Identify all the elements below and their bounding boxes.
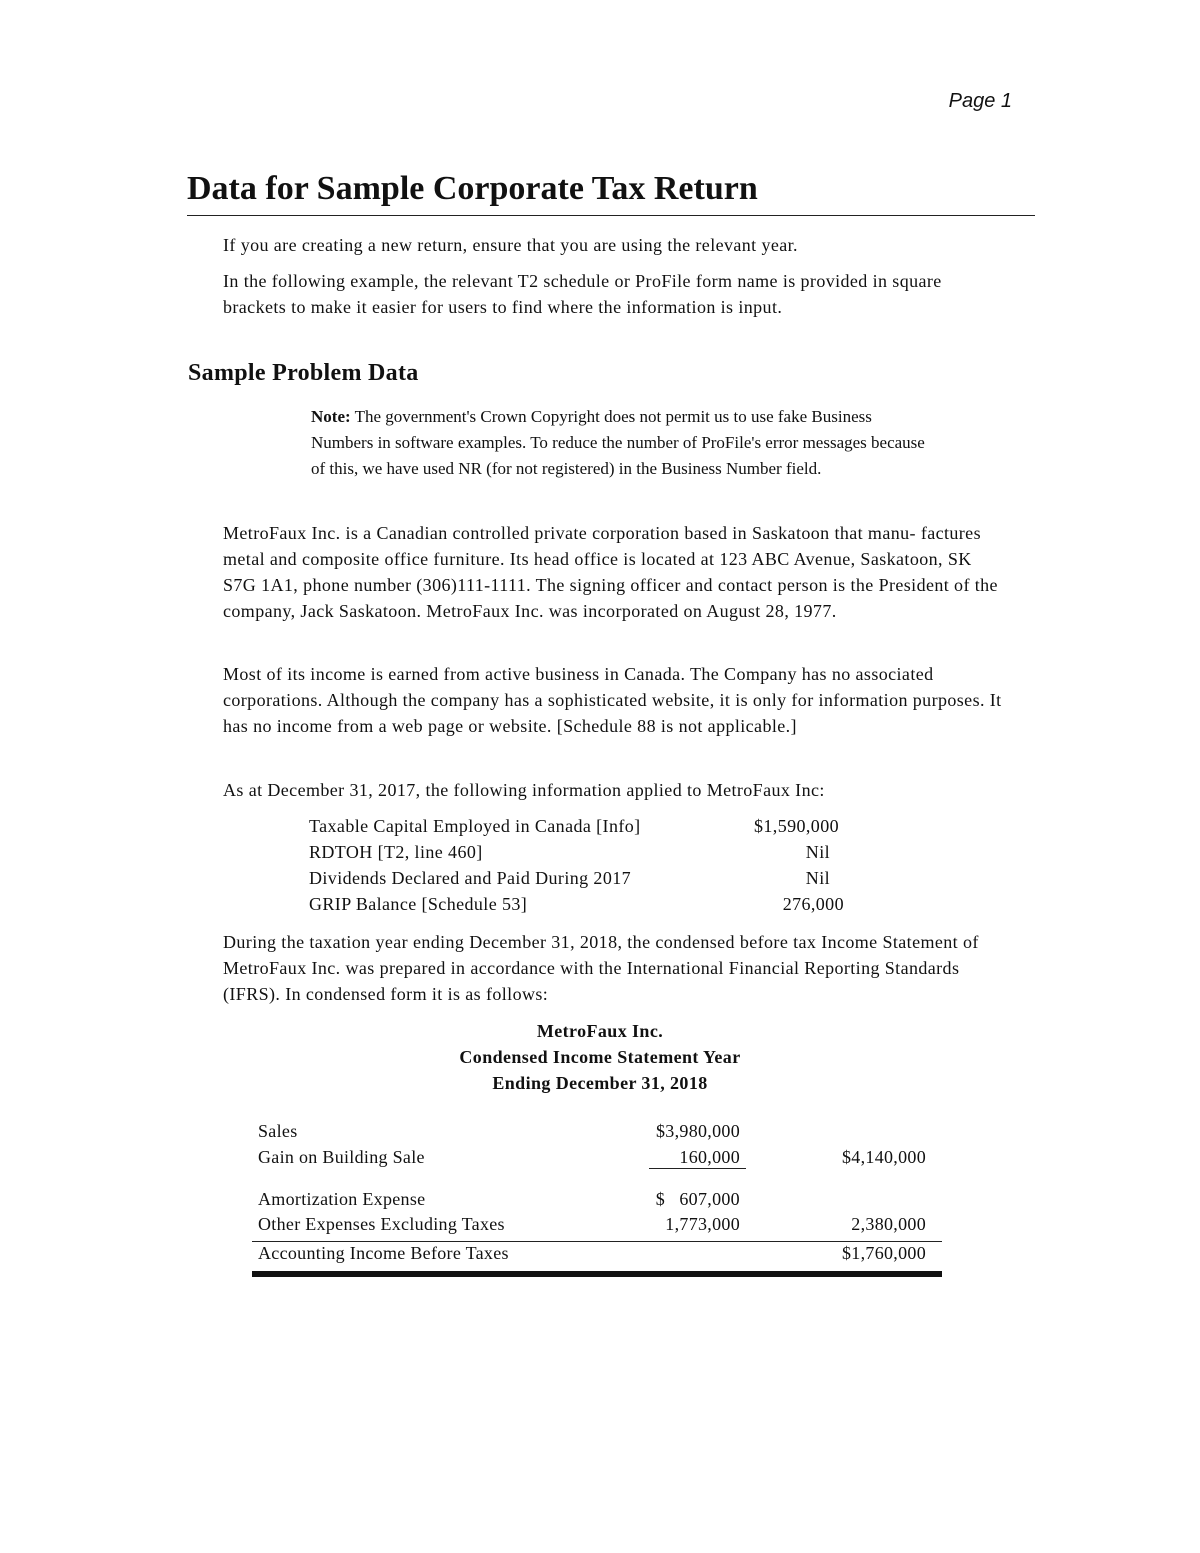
row-label: Amortization Expense [258, 1189, 426, 1209]
row-amount: 1,773,000 [665, 1214, 740, 1234]
row-total: 2,380,000 [851, 1214, 926, 1234]
row-label: Sales [258, 1121, 298, 1141]
info-row [309, 839, 839, 865]
info-intro-paragraph: As at December 31, 2017, the following information applied to MetroFaux Inc: [223, 780, 825, 800]
subtotal-rule [252, 1241, 942, 1242]
statement-period: Ending December 31, 2018 [492, 1073, 708, 1093]
page-number: Page 1 [948, 90, 1012, 112]
info-label: RDTOH [T2, line 460] [309, 842, 483, 862]
info-label: Dividends Declared and Paid During 2017 [309, 868, 632, 888]
info-value: Nil [805, 868, 830, 888]
table-row [252, 1121, 942, 1147]
row-label: Gain on Building Sale [258, 1147, 425, 1167]
info-value: 276,000 [782, 894, 844, 914]
income-statement-intro-paragraph: During the taxation year ending December 31, 2018, the condensed before tax Income Statement of MetroFaux Inc. was prepared in accordance with the International Financial Reporting Standards (IFRS). In condensed form it is as follows: [223, 932, 979, 1004]
table-row [252, 1189, 942, 1215]
total-rule [252, 1271, 942, 1277]
info-label: Taxable Capital Employed in Canada [Info] [309, 816, 641, 836]
info-table [309, 813, 844, 917]
note-text: The government's Crown Copyright does not permit us to use fake Business Numbers in software examples. To reduce the number of ProFile's error messages because of this, we have used NR (for not registered) in the Business Number field. [311, 407, 925, 478]
info-label: GRIP Balance [Schedule 53] [309, 894, 528, 914]
title-divider [187, 215, 1035, 216]
table-row [252, 1243, 942, 1269]
info-row [309, 813, 839, 839]
table-row [252, 1214, 942, 1240]
income-paragraph: Most of its income is earned from active business in Canada. The Company has no associated corporations. Although the company has a sophisticated website, it is only for information purposes. It has no income from a web page or website. [Schedule 88 is not applicable.] [223, 664, 1002, 736]
table-row [252, 1147, 942, 1173]
statement-heading [350, 1018, 850, 1096]
info-row [309, 891, 844, 917]
row-total: $1,760,000 [842, 1243, 926, 1263]
row-label: Other Expenses Excluding Taxes [258, 1214, 505, 1234]
intro-paragraph-2: In the following example, the relevant T2 schedule or ProFile form name is provided in square brackets to make it easier for users to find where the information is input. [223, 271, 942, 317]
note-label: Note: [311, 407, 351, 426]
document-title: Data for Sample Corporate Tax Return [187, 170, 758, 207]
row-amount: $ 607,000 [655, 1189, 740, 1209]
info-value: $1,590,000 [754, 816, 839, 836]
statement-title: Condensed Income Statement Year [459, 1047, 741, 1067]
statement-company: MetroFaux Inc. [536, 1021, 664, 1041]
note-box [311, 404, 931, 482]
info-row [309, 865, 839, 891]
company-description-paragraph: MetroFaux Inc. is a Canadian controlled private corporation based in Saskatoon that manu- factures metal and composite office furniture. Its head office is located at 123 ABC Avenue, Saskatoon, SK S7G 1A1, phone number (306)111-1111. The signing officer and contact person is the President of the company, Jack Saskatoon. MetroFaux Inc. was incorporated on August 28, 1977. [223, 523, 998, 621]
row-amount: $3,980,000 [656, 1121, 740, 1141]
info-value: Nil [805, 842, 830, 862]
row-total: $4,140,000 [842, 1147, 926, 1167]
row-amount: 160,000 [649, 1147, 746, 1169]
intro-paragraph-1: If you are creating a new return, ensure that you are using the relevant year. [223, 235, 798, 255]
section-heading: Sample Problem Data [188, 360, 419, 386]
row-label: Accounting Income Before Taxes [258, 1243, 509, 1263]
